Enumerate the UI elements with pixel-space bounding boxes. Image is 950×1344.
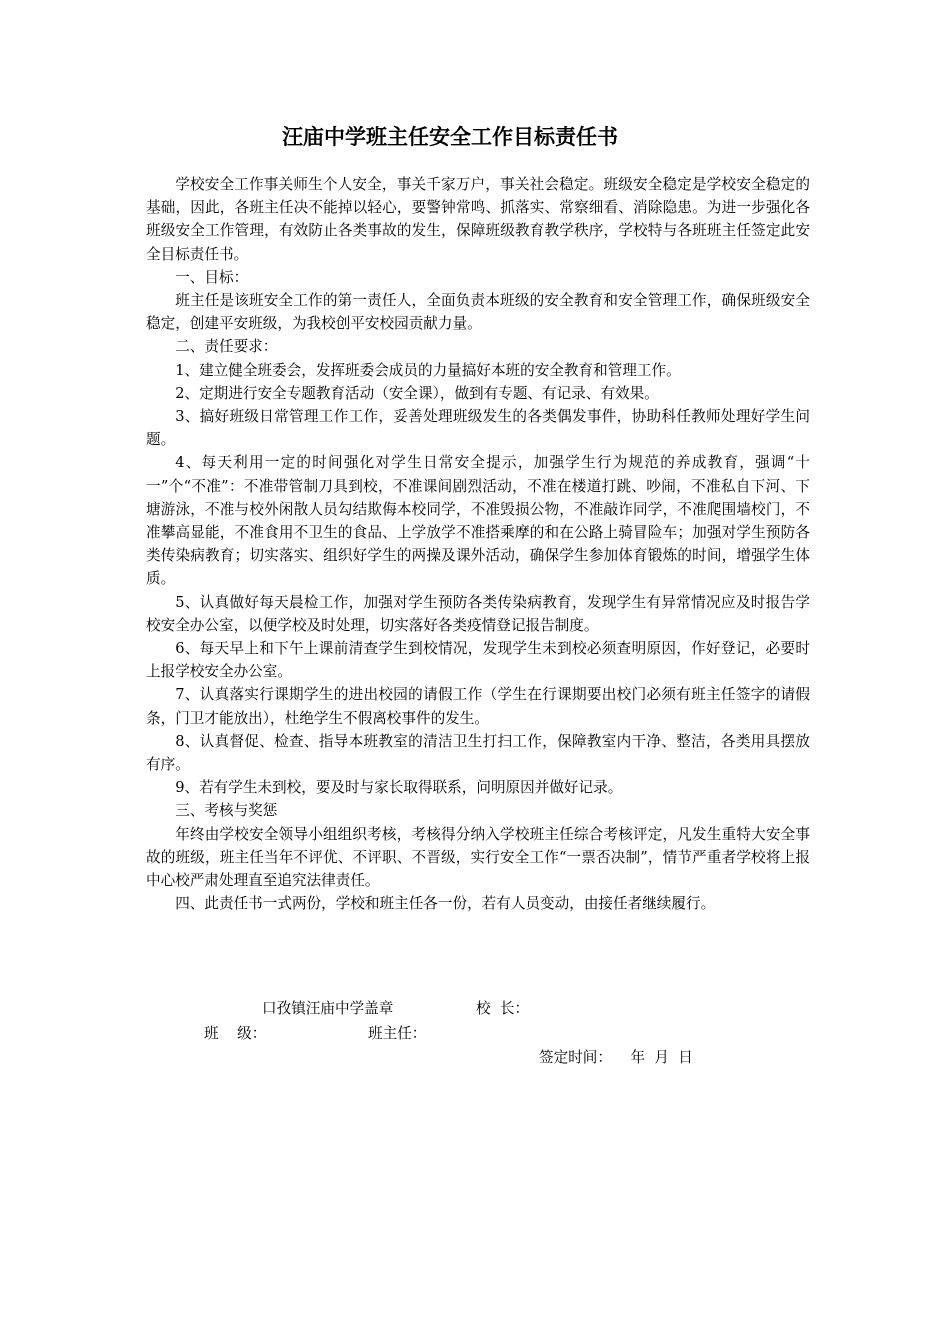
requirement-item-6: 6、每天早上和下午上课前清查学生到校情况，发现学生未到校必须查明原因，作好登记，必要时上报学校安全办公室。 [146, 640, 810, 681]
signing-date-label: 签定时间： 年 月 日 [539, 1049, 693, 1066]
goal-paragraph: 班主任是该班安全工作的第一责任人，全面负责本班级的安全教育和安全管理工作，确保班级安全稳定，创建平安班级，为我校创平安校园贡献力量。 [146, 292, 810, 333]
class-label: 班 级： [204, 1025, 267, 1042]
principal-label: 校 长： [476, 1000, 530, 1017]
assessment-paragraph: 年终由学校安全领导小组组织考核，考核得分纳入学校班主任综合考核评定，凡发生重特大安全事故的班级，班主任当年不评优、不评职、不晋级，实行安全工作“一票否决制”，情节严重者学校将上报中心校严肃处理直至追究法律责任。 [146, 825, 810, 890]
section-heading-assessment: 三、考核与奖惩 [175, 802, 278, 820]
intro-paragraph: 学校安全工作事关师生个人安全，事关千家万户，事关社会稳定。班级安全稳定是学校安全稳定的基础，因此，各班主任决不能掉以轻心，要警钟常鸣、抓落实、常察细看、消除隐患。为进一步强化各班级安全工作管理，有效防止各类事故的发生，保障班级教育教学秩序，学校特与各班班主任签定此安全目标责任书。 [146, 176, 810, 263]
requirement-item-7: 7、认真落实行课期学生的进出校园的请假工作（学生在行课期要出校门必须有班主任签字的请假条，门卫才能放出），杜绝学生不假离校事件的发生。 [146, 686, 810, 727]
requirement-item-8: 8、认真督促、检查、指导本班教室的清洁卫生打扫工作，保障教室内干净、整洁，各类用具摆放有序。 [146, 732, 810, 774]
section-heading-requirements: 二、责任要求： [175, 338, 278, 356]
head-teacher-label: 班主任： [368, 1025, 427, 1042]
requirement-item-2: 2、定期进行安全专题教育活动（安全课），做到有专题、有记录、有效果。 [175, 384, 659, 402]
document-body [146, 173, 810, 916]
section-heading-copies: 四、此责任书一式两份，学校和班主任各一份，若有人员变动，由接任者继续履行。 [175, 895, 716, 913]
document-title: 汪庙中学班主任安全工作目标责任书 [282, 125, 618, 149]
section-heading-goal: 一、目标： [175, 268, 249, 286]
requirement-item-3: 3、搞好班级日常管理工作工作，妥善处理班级发生的各类偶发事件，协助科任教师处理好学生问题。 [146, 408, 810, 449]
requirement-item-5: 5、认真做好每天晨检工作，加强对学生预防各类传染病教育，发现学生有异常情况应及时报告学校安全办公室，以便学校及时处理，切实落好各类疫情登记报告制度。 [146, 593, 810, 634]
school-seal-label: 口孜镇汪庙中学盖章 [262, 1000, 394, 1017]
requirement-item-1: 1、建立健全班委会，发挥班委会成员的力量搞好本班的安全教育和管理工作。 [175, 361, 681, 379]
requirement-item-4: 4、每天利用一定的时间强化对学生日常安全提示，加强学生行为规范的养成教育，强调“十一”个“不准”：不准带管制刀具到校，不准课间剧烈活动，不准在楼道打跳、吵闹，不准私自下河、下塘游泳，不准与校外闲散人员勾结欺侮本校同学，不准毁损公物，不准敲诈同学，不准爬围墙校门，不准攀高显能，不准食用不卫生的食品、上学放学不准搭乘摩的和在公路上骑冒险车；加强对学生预防各类传染病教育；切实落实、组织好学生的两操及课外活动，确保学生参加体育锻炼的时间，增强学生体质。 [146, 454, 810, 588]
requirement-item-9: 9、若有学生未到校，要及时与家长取得联系，问明原因并做好记录。 [175, 779, 623, 797]
